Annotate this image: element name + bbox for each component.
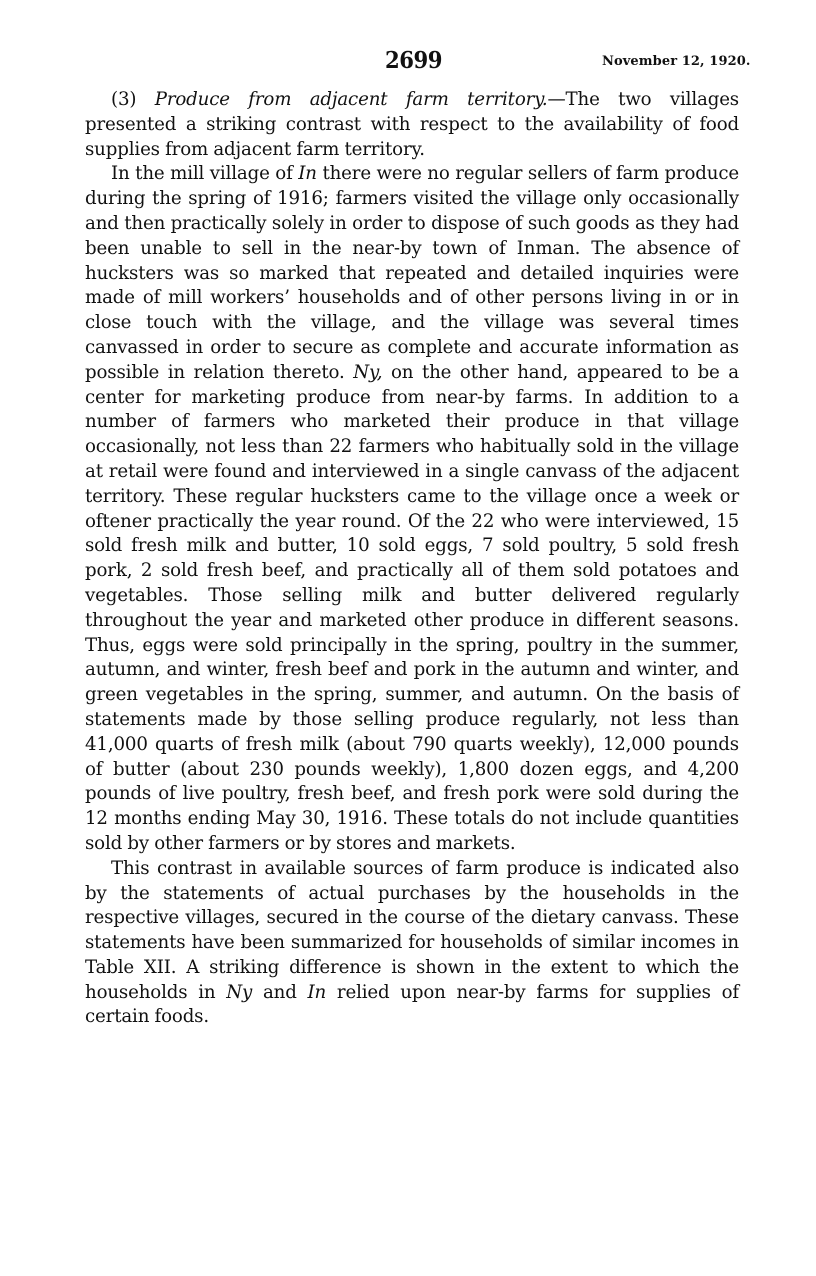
paragraph-village-comparison [85,162,739,856]
village-name: In [307,981,327,1003]
paragraph-contrast [85,857,739,1031]
section-heading: Produce from adjacent farm territory. [154,89,548,110]
section-number: (3) [111,89,137,110]
village-name: In [298,163,317,185]
village-name: Ny [226,981,253,1003]
paragraph-text: there were no regular sellers of farm produce during the spring of 1916; farmers visited the village only occasionally and then practically solely in order to dispose of such goods as they had been unable to sell in the near-by town of Inman. The absence of hucksters was so marked that repeated and detailed inquiries were made of mill workers’ households and of other persons living in or in close touch with the village, and the village was several times canvassed in order to secure as complete and accurate information as possible in relation thereto. [85,163,739,383]
paragraph-text: In the mill village of [111,163,299,185]
body-text [85,88,739,1030]
village-name: Ny, [353,361,383,383]
paragraph-text: relied upon near-by farms for supplies of certain foods. [85,981,739,1028]
section-intro-text: —The two villages presented a striking contrast with respect to the availability of food supplies from adjacent farm territory. [85,89,739,160]
paragraph-section-intro [85,88,739,162]
paragraph-text: and [252,981,308,1003]
page-date: November 12, 1920. [602,54,751,69]
paragraph-text: on the other hand, appeared to be a center for marketing produce from near-by farms. In addition to a number of farmers who marketed their produce in that village occasionally, not less than 22 farmers who habitually sold in the village at retail were found and interviewed in a single canvass of the adjacent territory. These regular hucksters came to the village once a week or oftener practically the year round. Of the 22 who were interviewed, 15 sold fresh milk and butter, 10 sold eggs, 7 sold poultry, 5 sold fresh pork, 2 sold fresh beef, and practically all of them sold potatoes and vegetables. Those selling milk and butter delivered regularly throughout the year and marketed other produce in different seasons. Thus, eggs were sold principally in the spring, poultry in the summer, autumn, and winter, fresh beef and pork in the autumn and winter, and green vegetables in the spring, summer, and autumn. On the basis of statements made by those selling produce regularly, not less than 41,000 quarts of fresh milk (about 790 quarts weekly), 12,000 pounds of butter (about 230 pounds weekly), 1,800 dozen eggs, and 4,200 pounds of live poultry, fresh beef, and fresh pork were sold during the 12 months ending May 30, 1916. These totals do not include quantities sold by other farmers or by stores and markets. [85,361,739,854]
page-number: 2699 [385,47,443,74]
paragraph-text: This contrast in available sources of farm produce is indicated also by the statements of actual purchases by the households in the respective villages, secured in the course of the dietary canvass. These statements have been summarized for households of similar incomes in Table XII. A striking difference is shown in the extent to which the households in [85,857,739,1003]
